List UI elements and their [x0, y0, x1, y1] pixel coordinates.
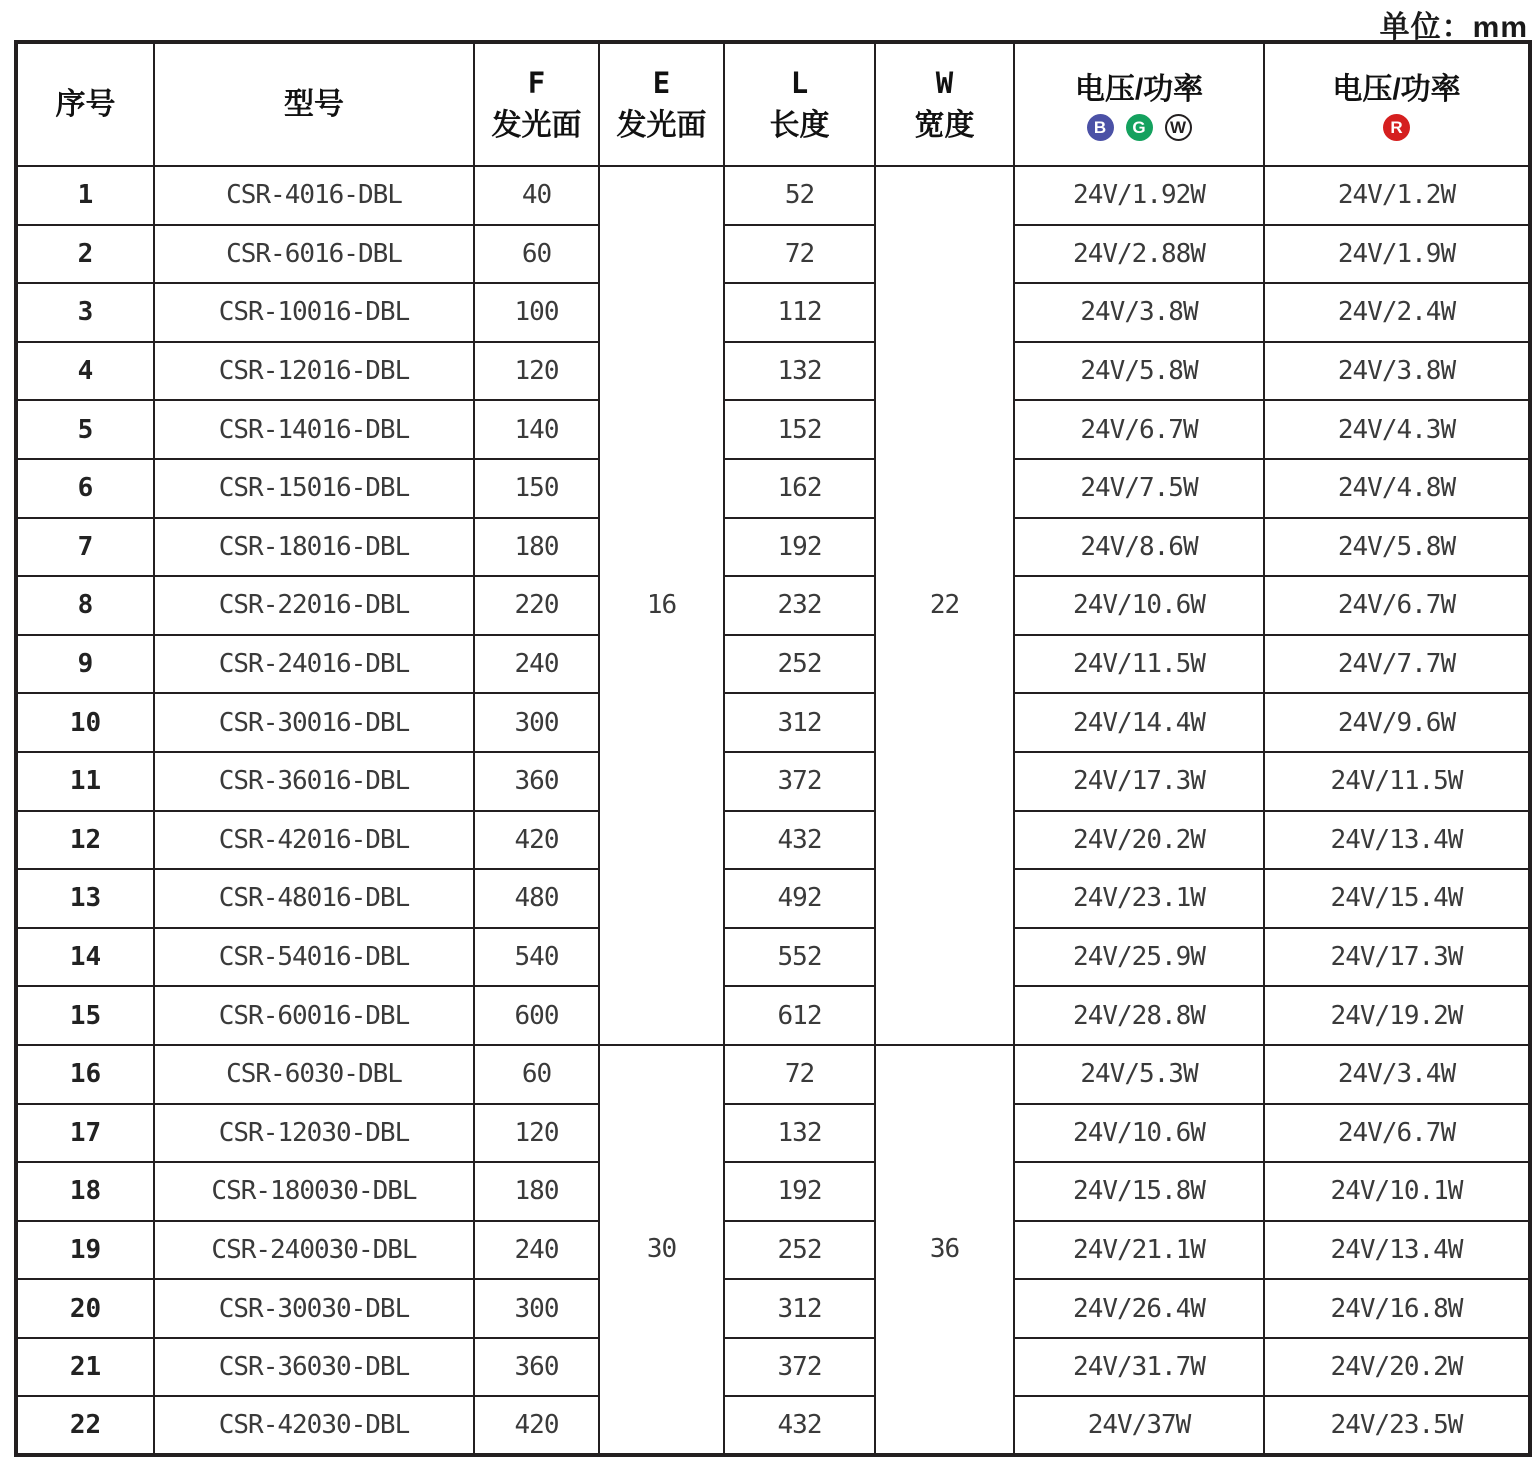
row-f-value: 180: [474, 518, 599, 577]
row-f-value: 240: [474, 1221, 599, 1280]
group-w-value: 36: [875, 1045, 1014, 1455]
row-model: CSR-15016-DBL: [154, 459, 474, 518]
row-seq: 1: [16, 166, 154, 225]
row-power-r: 24V/10.1W: [1264, 1162, 1530, 1221]
table-row: [16, 576, 1530, 635]
header-model: 型号: [154, 42, 474, 166]
row-power-bgw: 24V/23.1W: [1014, 869, 1264, 928]
header-power-bgw-label: 电压/功率: [1074, 73, 1204, 107]
row-seq: 18: [16, 1162, 154, 1221]
row-seq: 9: [16, 635, 154, 694]
header-power-r: [1264, 42, 1530, 166]
row-power-bgw: 24V/5.3W: [1014, 1045, 1264, 1104]
row-power-bgw: 24V/25.9W: [1014, 928, 1264, 987]
row-l-value: 312: [724, 1279, 875, 1338]
row-l-value: 52: [724, 166, 875, 225]
row-power-r: 24V/7.7W: [1264, 635, 1530, 694]
row-seq: 3: [16, 283, 154, 342]
row-power-bgw: 24V/8.6W: [1014, 518, 1264, 577]
row-power-bgw: 24V/5.8W: [1014, 342, 1264, 401]
row-l-value: 72: [724, 225, 875, 284]
row-seq: 13: [16, 869, 154, 928]
row-l-value: 432: [724, 811, 875, 870]
row-f-value: 120: [474, 1104, 599, 1163]
row-f-value: 360: [474, 752, 599, 811]
table-row: [16, 1338, 1530, 1397]
table-row: [16, 342, 1530, 401]
table-row: [16, 1045, 1530, 1104]
table-row: [16, 225, 1530, 284]
row-model: CSR-36030-DBL: [154, 1338, 474, 1397]
row-seq: 5: [16, 400, 154, 459]
row-power-bgw: 24V/10.6W: [1014, 1104, 1264, 1163]
table-row: [16, 1104, 1530, 1163]
row-l-value: 162: [724, 459, 875, 518]
row-seq: 2: [16, 225, 154, 284]
row-f-value: 220: [474, 576, 599, 635]
row-f-value: 420: [474, 811, 599, 870]
header-e-letter: E: [652, 65, 671, 100]
row-seq: 19: [16, 1221, 154, 1280]
row-f-value: 180: [474, 1162, 599, 1221]
row-seq: 22: [16, 1396, 154, 1455]
table-row: [16, 986, 1530, 1045]
table-row: [16, 459, 1530, 518]
row-model: CSR-54016-DBL: [154, 928, 474, 987]
row-f-value: 40: [474, 166, 599, 225]
row-power-r: 24V/1.2W: [1264, 166, 1530, 225]
row-power-r: 24V/6.7W: [1264, 576, 1530, 635]
row-seq: 17: [16, 1104, 154, 1163]
header-l-label: 长度: [769, 108, 830, 142]
header-w: [875, 42, 1014, 166]
row-f-value: 240: [474, 635, 599, 694]
row-power-bgw: 24V/15.8W: [1014, 1162, 1264, 1221]
row-seq: 7: [16, 518, 154, 577]
row-power-r: 24V/13.4W: [1264, 811, 1530, 870]
row-seq: 6: [16, 459, 154, 518]
row-model: CSR-42016-DBL: [154, 811, 474, 870]
row-l-value: 612: [724, 986, 875, 1045]
row-l-value: 192: [724, 518, 875, 577]
row-model: CSR-180030-DBL: [154, 1162, 474, 1221]
row-f-value: 300: [474, 1279, 599, 1338]
red-r-icon: R: [1383, 114, 1410, 141]
header-power-r-label: 电压/功率: [1332, 73, 1461, 107]
row-power-r: 24V/9.6W: [1264, 693, 1530, 752]
row-power-r: 24V/17.3W: [1264, 928, 1530, 987]
row-l-value: 432: [724, 1396, 875, 1455]
row-power-r: 24V/2.4W: [1264, 283, 1530, 342]
row-f-value: 100: [474, 283, 599, 342]
row-power-r: 24V/15.4W: [1264, 869, 1530, 928]
table-row: [16, 1279, 1530, 1338]
row-model: CSR-42030-DBL: [154, 1396, 474, 1455]
row-model: CSR-36016-DBL: [154, 752, 474, 811]
row-l-value: 72: [724, 1045, 875, 1104]
spec-table: [14, 40, 1532, 1457]
row-l-value: 252: [724, 1221, 875, 1280]
row-model: CSR-22016-DBL: [154, 576, 474, 635]
row-power-bgw: 24V/26.4W: [1014, 1279, 1264, 1338]
row-l-value: 312: [724, 693, 875, 752]
header-power-bgw: [1014, 42, 1264, 166]
row-power-bgw: 24V/28.8W: [1014, 986, 1264, 1045]
row-f-value: 150: [474, 459, 599, 518]
group-e-value: 30: [599, 1045, 724, 1455]
table-row: [16, 752, 1530, 811]
row-power-r: 24V/13.4W: [1264, 1221, 1530, 1280]
row-power-bgw: 24V/20.2W: [1014, 811, 1264, 870]
row-power-bgw: 24V/7.5W: [1014, 459, 1264, 518]
row-power-bgw: 24V/11.5W: [1014, 635, 1264, 694]
row-l-value: 232: [724, 576, 875, 635]
header-w-label: 宽度: [914, 108, 975, 142]
row-seq: 8: [16, 576, 154, 635]
row-power-r: 24V/1.9W: [1264, 225, 1530, 284]
row-seq: 14: [16, 928, 154, 987]
row-l-value: 132: [724, 342, 875, 401]
row-l-value: 372: [724, 1338, 875, 1397]
unit-label: 单位：mm: [1379, 11, 1528, 44]
row-power-bgw: 24V/37W: [1014, 1396, 1264, 1455]
row-model: CSR-6030-DBL: [154, 1045, 474, 1104]
table-row: [16, 928, 1530, 987]
header-e-label: 发光面: [616, 108, 707, 142]
row-seq: 20: [16, 1279, 154, 1338]
row-model: CSR-10016-DBL: [154, 283, 474, 342]
row-power-r: 24V/4.8W: [1264, 459, 1530, 518]
table-row: [16, 283, 1530, 342]
row-model: CSR-30016-DBL: [154, 693, 474, 752]
row-seq: 4: [16, 342, 154, 401]
row-model: CSR-48016-DBL: [154, 869, 474, 928]
row-power-r: 24V/11.5W: [1264, 752, 1530, 811]
row-power-bgw: 24V/6.7W: [1014, 400, 1264, 459]
row-seq: 11: [16, 752, 154, 811]
table-row: [16, 166, 1530, 225]
table-row: [16, 1221, 1530, 1280]
table-row: [16, 635, 1530, 694]
row-power-r: 24V/4.3W: [1264, 400, 1530, 459]
green-g-icon: G: [1126, 114, 1153, 141]
header-l-letter: L: [790, 65, 809, 100]
header-e: [599, 42, 724, 166]
table-row: [16, 518, 1530, 577]
header-f-label: 发光面: [491, 108, 582, 142]
row-model: CSR-4016-DBL: [154, 166, 474, 225]
row-l-value: 152: [724, 400, 875, 459]
row-model: CSR-30030-DBL: [154, 1279, 474, 1338]
header-l: [724, 42, 875, 166]
row-model: CSR-12016-DBL: [154, 342, 474, 401]
row-seq: 15: [16, 986, 154, 1045]
row-model: CSR-24016-DBL: [154, 635, 474, 694]
row-power-r: 24V/16.8W: [1264, 1279, 1530, 1338]
table-row: [16, 1396, 1530, 1455]
table-body: [16, 166, 1530, 1455]
group-e-value: 16: [599, 166, 724, 1045]
row-l-value: 192: [724, 1162, 875, 1221]
row-power-bgw: 24V/17.3W: [1014, 752, 1264, 811]
row-f-value: 120: [474, 342, 599, 401]
header-w-letter: W: [935, 65, 954, 100]
row-f-value: 60: [474, 225, 599, 284]
row-power-bgw: 24V/3.8W: [1014, 283, 1264, 342]
row-l-value: 492: [724, 869, 875, 928]
row-f-value: 360: [474, 1338, 599, 1397]
header-seq: 序号: [16, 42, 154, 166]
row-power-r: 24V/6.7W: [1264, 1104, 1530, 1163]
row-power-bgw: 24V/21.1W: [1014, 1221, 1264, 1280]
row-power-bgw: 24V/2.88W: [1014, 225, 1264, 284]
row-power-r: 24V/5.8W: [1264, 518, 1530, 577]
row-seq: 21: [16, 1338, 154, 1397]
row-seq: 12: [16, 811, 154, 870]
table-row: [16, 869, 1530, 928]
table-row: [16, 400, 1530, 459]
row-model: CSR-12030-DBL: [154, 1104, 474, 1163]
row-model: CSR-240030-DBL: [154, 1221, 474, 1280]
row-f-value: 420: [474, 1396, 599, 1455]
row-l-value: 372: [724, 752, 875, 811]
row-f-value: 540: [474, 928, 599, 987]
row-power-bgw: 24V/1.92W: [1014, 166, 1264, 225]
header-f: [474, 42, 599, 166]
row-f-value: 300: [474, 693, 599, 752]
row-f-value: 600: [474, 986, 599, 1045]
row-model: CSR-6016-DBL: [154, 225, 474, 284]
row-f-value: 60: [474, 1045, 599, 1104]
row-l-value: 132: [724, 1104, 875, 1163]
row-power-r: 24V/3.8W: [1264, 342, 1530, 401]
table-row: [16, 693, 1530, 752]
blue-b-icon: B: [1087, 114, 1114, 141]
row-power-bgw: 24V/14.4W: [1014, 693, 1264, 752]
row-seq: 16: [16, 1045, 154, 1104]
row-model: CSR-18016-DBL: [154, 518, 474, 577]
row-f-value: 480: [474, 869, 599, 928]
table-row: [16, 1162, 1530, 1221]
row-power-r: 24V/19.2W: [1264, 986, 1530, 1045]
row-power-bgw: 24V/10.6W: [1014, 576, 1264, 635]
row-power-r: 24V/23.5W: [1264, 1396, 1530, 1455]
row-l-value: 252: [724, 635, 875, 694]
row-power-r: 24V/3.4W: [1264, 1045, 1530, 1104]
white-w-icon: W: [1165, 114, 1192, 141]
header-row: [16, 42, 1530, 166]
row-model: CSR-60016-DBL: [154, 986, 474, 1045]
header-f-letter: F: [527, 65, 546, 100]
row-power-r: 24V/20.2W: [1264, 1338, 1530, 1397]
row-power-bgw: 24V/31.7W: [1014, 1338, 1264, 1397]
row-l-value: 552: [724, 928, 875, 987]
table-row: [16, 811, 1530, 870]
row-f-value: 140: [474, 400, 599, 459]
row-model: CSR-14016-DBL: [154, 400, 474, 459]
row-seq: 10: [16, 693, 154, 752]
group-w-value: 22: [875, 166, 1014, 1045]
row-l-value: 112: [724, 283, 875, 342]
